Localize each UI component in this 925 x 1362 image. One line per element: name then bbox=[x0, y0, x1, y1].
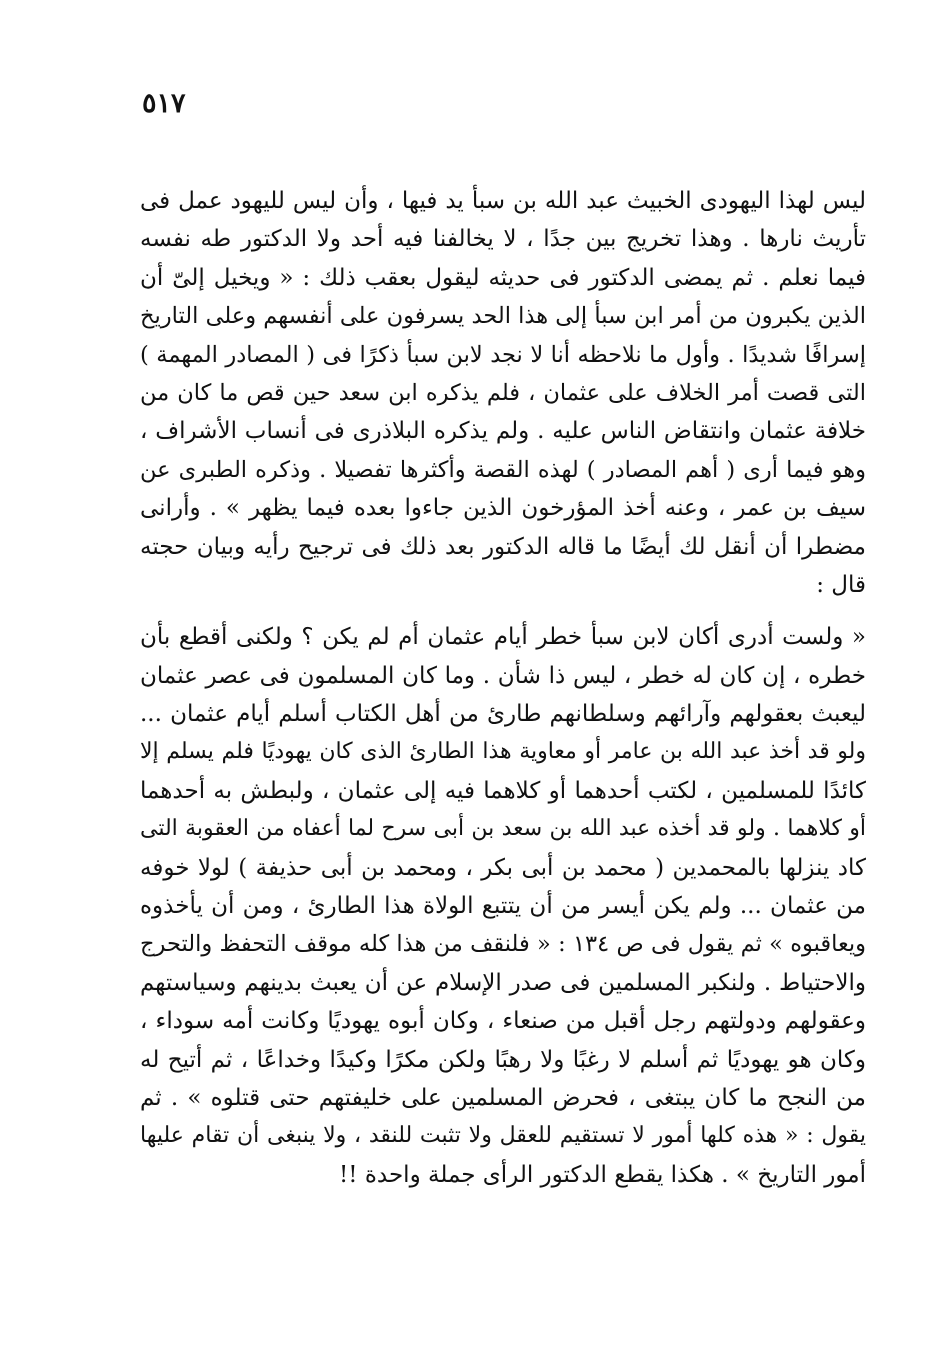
text-line: أو كلاهما . ولو قد أخذه عبد الله بن سعد بن أبى سرح لما أعفاه من العقوبة التى bbox=[140, 816, 866, 842]
text-line: من عثمان ... ولم يكن أيسر من أن يتتبع الولاة هذا الطارئ ، ومن أن يأخذوه bbox=[140, 893, 866, 920]
text-line: سيف بن عمر ، وعنه أخذ المؤرخون الذين جاءوا بعده فيما يظهر » . وأرانى bbox=[140, 495, 866, 522]
text-line: وكان هو يهوديًا ثم أسلم لا رغبًا ولا رهبًا ولكن مكرًا وكيدًا وخداعًا ، ثم أتيح له bbox=[140, 1046, 866, 1073]
text-line: من النجح ما كان يبتغى ، فحرض المسلمين على خليفتهم حتى قتلوه » . ثم bbox=[140, 1084, 866, 1111]
text-line: خطره ، إن كان له خطر ، ليس ذا شأن . وما كان المسلمون فى عصر عثمان bbox=[140, 662, 866, 689]
text-line: الذين يكبرون من أمر ابن سبأ إلى هذا الحد يسرفون على أنفسهم وعلى التاريخ bbox=[140, 303, 866, 330]
body-text bbox=[140, 182, 866, 1194]
text-line: التى قصت أمر الخلاف على عثمان ، فلم يذكره ابن سعد حين قص ما كان من bbox=[140, 379, 866, 406]
text-line: إسرافًا شديدًا . وأول ما نلاحظه أنا لا نجد لابن سبأ ذكرًا فى ( المصادر المهمة ) bbox=[140, 341, 866, 368]
text-line: وهو فيما أرى ( أهم المصادر ) لهذه القصة وأكثرها تفصيلا . وذكره الطبرى عن bbox=[140, 456, 866, 483]
text-line: فيما نعلم . ثم يمضى الدكتور فى حديثه ليقول بعقب ذلك : « ويخيل إلىّ أن bbox=[140, 264, 866, 291]
text-line: ليعبث بعقولهم وآرائهم وسلطانهم طارئ من أهل الكتاب أسلم أيام عثمان ... bbox=[140, 701, 866, 728]
page-number: ٥١٧ bbox=[142, 88, 186, 119]
text-line: كائدًا للمسلمين ، لكتب أحدهما أو كلاهما فيه إلى عثمان ، ولبطش به أحدهما bbox=[140, 777, 866, 804]
text-line: تأريث نارها . وهذا تخريج بين جدًا ، لا يخالفنا فيه أحد ولا الدكتور طه نفسه bbox=[140, 226, 866, 253]
text-line: والاحتياط . ولنكبر المسلمين فى صدر الإسلام عن أن يعبث بدينهم وسياستهم bbox=[140, 969, 866, 996]
text-line: « ولست أدرى أكان لابن سبأ خطر أيام عثمان أم لم يكن ؟ ولكنى أقطع بأن bbox=[140, 624, 866, 651]
text-line: يقول : « هذه كلها أمور لا تستقيم للعقل ولا تثبت للنقد ، ولا ينبغى أن تقام عليها bbox=[140, 1123, 866, 1149]
text-line: ليس لهذا اليهودى الخبيث عبد الله بن سبأ يد فيها ، وأن ليس لليهود عمل فى bbox=[140, 188, 866, 214]
paragraph-gap bbox=[140, 604, 866, 618]
text-line: ويعاقبوه » ثم يقول فى ص ١٣٤ : « فلنقف من هذا كله موقف التحفظ والتحرج bbox=[140, 931, 866, 958]
text-line: كاد ينزلها بالمحمدين ( محمد بن أبى بكر ، ومحمد بن أبى حذيفة ) لولا خوفه bbox=[140, 854, 866, 881]
text-line: قال : bbox=[816, 571, 866, 598]
text-line: وعقولهم ودولتهم رجل أقبل من صنعاء ، وكان أبوه يهوديًا وكانت أمه سوداء ، bbox=[140, 1008, 866, 1035]
text-line: أمور التاريخ » . هكذا يقطع الدكتور الرأى جملة واحدة !! bbox=[339, 1161, 866, 1188]
text-line: مضطرا أن أنقل لك أيضًا ما قاله الدكتور بعد ذلك فى ترجيح رأيه وبيان حجته bbox=[140, 533, 866, 560]
text-line: خلافة عثمان وانتقاض الناس عليه . ولم يذكره البلاذرى فى أنساب الأشراف ، bbox=[140, 418, 866, 445]
text-line: ولو قد أخذ عبد الله بن عامر أو معاوية هذا الطارئ الذى كان يهوديًا فلم يسلم إلا bbox=[140, 739, 866, 765]
